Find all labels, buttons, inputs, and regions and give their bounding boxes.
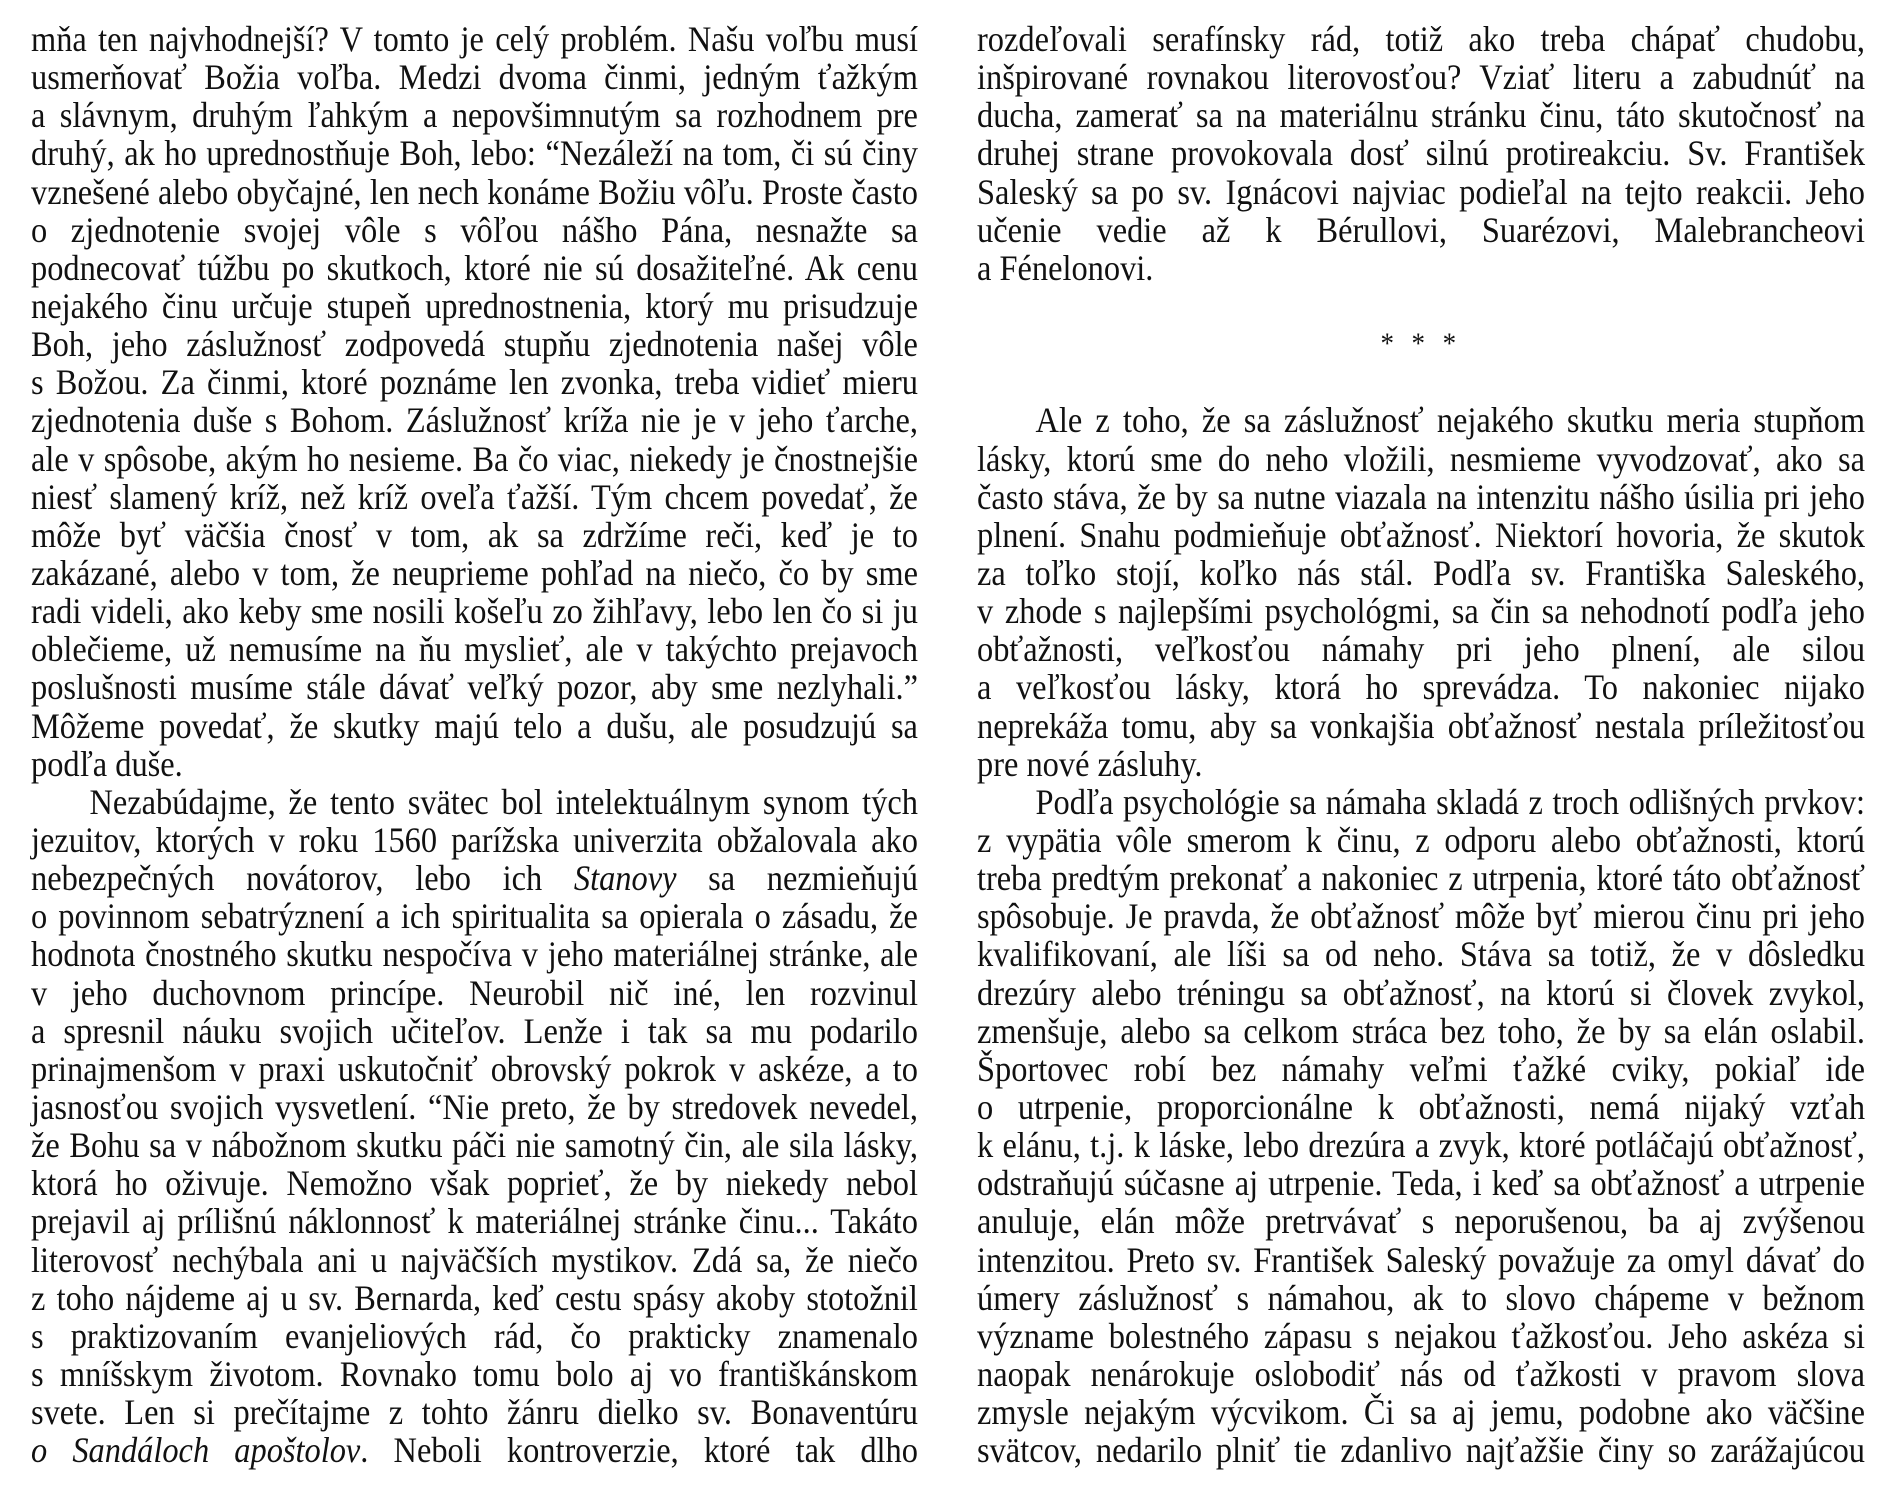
line-text [977, 668, 1865, 706]
line-text [977, 630, 1865, 668]
text-line [31, 707, 918, 745]
text-line [31, 554, 918, 592]
line-text [977, 58, 1865, 96]
text-run: drezúry alebo tréningu sa obťažnosť, na ktorú si človek zvykol, [977, 972, 1866, 1013]
text-line [31, 1202, 918, 1240]
line-text [977, 1126, 1865, 1164]
text-run: neprekáža tomu, aby sa vonkajšia obťažnosť nestala príležitosťou [977, 705, 1866, 746]
text-run: prinajmenšom v praxi uskutočniť obrovský pokrok v askéze, a to [31, 1048, 918, 1089]
text-line [31, 134, 918, 172]
text-run: Boh, jeho záslužnosť zodpovedá stupňu zjednotenia našej vôle [31, 324, 918, 365]
text-run: pre nové zásluhy. [977, 743, 1203, 784]
text-run: jasnosťou svojich vysvetlení. “Nie preto, že by stredovek nevedel, [31, 1086, 918, 1127]
text-run: zmenšuje, alebo sa celkom stráca bez toho, že by sa elán oslabil. [977, 1010, 1866, 1051]
line-text [31, 630, 918, 668]
line-text [977, 1431, 1865, 1469]
text-run: za toľko stojí, koľko nás stál. Podľa sv. Františka Saleského, [977, 552, 1866, 593]
line-text [31, 20, 918, 58]
text-run: Športovec robí bez námahy veľmi ťažké cviky, pokiaľ ide [977, 1048, 1866, 1089]
text-line [977, 20, 1865, 58]
text-run: a spresnil náuku svojich učiteľov. Lenže i tak sa mu podarilo [31, 1010, 918, 1051]
line-text [31, 1088, 918, 1126]
text-run: podnecovať túžbu po skutkoch, ktoré nie sú dosažiteľné. Ak cenu [31, 247, 918, 288]
text-line [977, 745, 1865, 783]
text-run: oblečieme, už nemusíme na ňu myslieť, ale v takýchto prejavoch [31, 629, 918, 670]
line-text [977, 478, 1865, 516]
text-line [31, 325, 918, 363]
text-line [31, 287, 918, 325]
text-run: o zjednotenie svojej vôle s vôľou nášho Pána, nesnažte sa [31, 209, 918, 250]
line-text [31, 592, 918, 630]
text-run: obťažnosti, veľkosťou námahy pri jeho plnení, ale silou [977, 629, 1866, 670]
text-line [977, 859, 1865, 897]
text-line [977, 134, 1865, 172]
text-line [977, 935, 1865, 973]
text-line [31, 668, 918, 706]
line-text [977, 1393, 1865, 1431]
line-text [31, 516, 918, 554]
line-text [977, 249, 1865, 287]
blank-line [977, 363, 1865, 401]
text-run: s praktizovaním evanjeliových rád, čo prakticky znamenalo [31, 1315, 918, 1356]
text-run: intenzitou. Preto sv. František Saleský považuje za omyl dávať do [977, 1239, 1866, 1280]
text-line [31, 440, 918, 478]
line-text [31, 1393, 918, 1431]
line-text [977, 783, 1865, 821]
text-line [31, 935, 918, 973]
text-line [31, 478, 918, 516]
text-line [977, 1202, 1865, 1240]
text-line [31, 1241, 918, 1279]
text-run: poslušnosti musíme stále dávať veľký pozor, aby sme nezlyhali.” [31, 667, 918, 708]
line-text [31, 249, 918, 287]
text-line [977, 974, 1865, 1012]
line-text [31, 783, 918, 821]
text-line [977, 440, 1865, 478]
text-line [31, 592, 918, 630]
line-text [977, 707, 1865, 745]
line-text [31, 1164, 918, 1202]
paragraph-first-line [31, 783, 918, 821]
text-line [31, 1164, 918, 1202]
line-text [31, 1279, 918, 1317]
text-line [977, 1355, 1865, 1393]
line-text [31, 287, 918, 325]
text-run: ale v spôsobe, akým ho nesieme. Ba čo viac, niekedy je čnostnejšie [31, 438, 918, 479]
text-run: ktorá ho oživuje. Nemožno však poprieť, že by niekedy nebol [31, 1163, 918, 1204]
text-run: treba predtým prekonať a nakoniec z utrpenia, ktoré táto obťažnosť [977, 858, 1866, 899]
text-line [977, 554, 1865, 592]
text-line [977, 1431, 1865, 1469]
line-text [31, 173, 918, 211]
text-line [977, 707, 1865, 745]
text-line [977, 897, 1865, 935]
text-line [977, 630, 1865, 668]
text-line [31, 1317, 918, 1355]
text-line [31, 897, 918, 935]
line-text [31, 96, 918, 134]
text-line [31, 249, 918, 287]
line-text [977, 935, 1865, 973]
line-text [31, 1012, 918, 1050]
text-run: v jeho duchovnom princípe. Neurobil nič iné, len rozvinul [31, 972, 918, 1013]
text-line [31, 821, 918, 859]
text-line [977, 478, 1865, 516]
text-line [31, 20, 918, 58]
text-run: o utrpenie, proporcionálne k obťažnosti, nemá nijaký vzťah [977, 1086, 1866, 1127]
text-run: naopak nenárokuje oslobodiť nás od ťažkosti v pravom slova [977, 1353, 1866, 1394]
text-run: a Fénelonovi. [977, 247, 1154, 288]
text-run: zjednotenia duše s Bohom. Záslužnosť kríža nie je v jeho ťarche, [31, 400, 918, 441]
text-run: úmery záslužnosť s námahou, ak to slovo chápeme v bežnom [977, 1277, 1866, 1318]
text-run: zakázané, alebo v tom, že neuprieme pohľad na niečo, čo by sme [31, 552, 918, 593]
text-run: Podľa psychológie sa námaha skladá z troch odlišných prvkov: [1035, 781, 1866, 822]
line-text [977, 897, 1865, 935]
text-run: nejakého činu určuje stupeň uprednostnenia, ktorý mu prisudzuje [31, 285, 918, 326]
text-line [977, 1279, 1865, 1317]
text-run: druhý, ak ho uprednostňuje Boh, lebo: “Nezáleží na tom, či sú činy [31, 133, 918, 174]
text-line [31, 1431, 918, 1469]
text-run: učenie vedie až k Bérullovi, Suarézovi, Malebrancheovi [977, 209, 1866, 250]
text-line [977, 1012, 1865, 1050]
italic-title: Stanovy [573, 858, 677, 899]
text-line [977, 516, 1865, 554]
text-run: vznešené alebo obyčajné, len nech konáme Božiu vôľu. Proste často [31, 171, 918, 212]
text-run: . Neboli kontroverzie, ktoré tak dlho [360, 1430, 918, 1471]
text-line [977, 211, 1865, 249]
text-run: sa nezmieňujú [676, 858, 918, 899]
text-line [977, 1393, 1865, 1431]
text-line [31, 58, 918, 96]
line-text [31, 1317, 918, 1355]
line-text [31, 668, 918, 706]
text-line [31, 401, 918, 439]
text-run: literovosť nechýbala ani u najväčších mystikov. Zdá sa, že niečo [31, 1239, 918, 1280]
line-text [31, 134, 918, 172]
text-column-right [977, 20, 1865, 1469]
text-run: niesť slamený kríž, než kríž oveľa ťažší. Tým chcem povedať, že [31, 476, 918, 517]
line-text [31, 707, 918, 745]
text-run: Môžeme povedať, že skutky majú telo a dušu, ale posudzujú sa [31, 705, 918, 746]
text-run: kvalifikovaní, ale líši sa od neho. Stáva sa totiž, že v dôsledku [977, 934, 1866, 975]
text-run: * * * [1380, 327, 1462, 361]
text-run: s Božou. Za činmi, ktoré poznáme len zvonka, treba vidieť mieru [31, 362, 918, 403]
text-run: môže byť väčšia čnosť v tom, ak sa zdržíme reči, keď je to [31, 514, 918, 555]
line-text [31, 974, 918, 1012]
text-line [977, 1126, 1865, 1164]
line-text [31, 1050, 918, 1088]
line-text [977, 554, 1865, 592]
line-text [977, 173, 1865, 211]
line-text [31, 1126, 918, 1164]
text-run: odstraňujú súčasne aj utrpenie. Teda, i keď sa obťažnosť a utrpenie [977, 1163, 1866, 1204]
text-line [31, 745, 918, 783]
text-run: nebezpečných novátorov, lebo ich [31, 858, 574, 899]
text-line [977, 592, 1865, 630]
line-text [31, 1431, 918, 1469]
text-line [31, 974, 918, 1012]
text-run: svätcov, nedarilo plniť tie zdanlivo najťažšie činy so zarážajúcou [977, 1430, 1866, 1471]
line-text [31, 211, 918, 249]
text-run: z toho nájdeme aj u sv. Bernarda, keď cestu spásy akoby stotožnil [31, 1277, 918, 1318]
text-line [977, 668, 1865, 706]
text-run: svete. Len si prečítajme z tohto žánru dielko sv. Bonaventúru [31, 1392, 918, 1433]
section-separator [977, 325, 1865, 363]
text-run: plnení. Snahu podmieňuje obťažnosť. Niektorí hovoria, že skutok [977, 514, 1866, 555]
italic-title: o Sandáloch apoštolov [31, 1430, 361, 1471]
line-text [977, 211, 1865, 249]
text-line [977, 1164, 1865, 1202]
text-run: usmerňovať Božia voľba. Medzi dvoma činmi, jedným ťažkým [31, 57, 918, 98]
text-line [31, 363, 918, 401]
text-line [977, 96, 1865, 134]
text-line [977, 1050, 1865, 1088]
line-text [31, 897, 918, 935]
line-text [31, 935, 918, 973]
paragraph-first-line [977, 783, 1865, 821]
line-text [977, 516, 1865, 554]
line-text [977, 1164, 1865, 1202]
line-text [977, 1050, 1865, 1088]
line-text [977, 859, 1865, 897]
line-text [977, 1012, 1865, 1050]
text-run: ducha, zamerať sa na materiálnu stránku činu, táto skutočnosť na [977, 95, 1866, 136]
text-line [977, 1317, 1865, 1355]
text-run: význame bolestného zápasu s nejakou ťažkosťou. Jeho askéza si [977, 1315, 1866, 1356]
text-run: o povinnom sebatrýznení a ich spiritualita sa opierala o zásadu, že [31, 896, 918, 937]
line-text [31, 1241, 918, 1279]
text-run: Nezabúdajme, že tento svätec bol intelektuálnym synom tých [89, 781, 918, 822]
line-text [31, 554, 918, 592]
text-run: často stáva, že by sa nutne viazala na intenzitu nášho úsilia pri jeho [977, 476, 1866, 517]
line-text [977, 440, 1865, 478]
text-line [31, 211, 918, 249]
text-line [977, 1241, 1865, 1279]
text-run: radi videli, ako keby sme nosili košeľu zo žihľavy, lebo len čo si ju [31, 591, 918, 632]
line-text [31, 440, 918, 478]
line-text [31, 478, 918, 516]
text-line [977, 173, 1865, 211]
text-line [31, 859, 918, 897]
text-run: zmysle nejakým výcvikom. Či sa aj jemu, podobne ako väčšine [977, 1392, 1866, 1433]
text-line [31, 1355, 918, 1393]
text-line [977, 1088, 1865, 1126]
line-text [977, 1202, 1865, 1240]
line-text [977, 1088, 1865, 1126]
text-line [977, 821, 1865, 859]
text-run: v zhode s najlepšími psychológmi, sa čin sa nehodnotí podľa jeho [977, 591, 1866, 632]
text-run: lásky, ktorú sme do neho vložili, nesmieme vyvodzovať, ako sa [977, 438, 1866, 479]
text-line [31, 1279, 918, 1317]
text-line [31, 1012, 918, 1050]
text-run: Saleský sa po sv. Ignácovi najviac podieľal na tejto reakcii. Jeho [977, 171, 1866, 212]
line-text [977, 20, 1865, 58]
text-run: podľa duše. [31, 743, 183, 784]
text-run: z vypätia vôle smerom k činu, z odporu alebo obťažnosti, ktorú [977, 819, 1866, 860]
text-run: inšpirované rovnakou literovosťou? Vziať literu a zabudnúť na [977, 57, 1866, 98]
text-line [31, 516, 918, 554]
line-text [31, 1202, 918, 1240]
line-text [977, 592, 1865, 630]
line-text [31, 1355, 918, 1393]
line-text [977, 401, 1865, 439]
text-run: a veľkosťou lásky, ktorá ho sprevádza. To nakoniec nijako [977, 667, 1866, 708]
text-run: s mníšskym životom. Rovnako tomu bolo aj vo františkánskom [31, 1353, 918, 1394]
line-text [977, 96, 1865, 134]
line-text [31, 821, 918, 859]
text-line [31, 630, 918, 668]
text-line [31, 1050, 918, 1088]
text-run: Ale z toho, že sa záslužnosť nejakého skutku meria stupňom [1035, 400, 1866, 441]
line-text [31, 859, 918, 897]
text-run: rozdeľovali serafínsky rád, totiž ako treba chápať chudobu, [977, 19, 1866, 59]
text-run: hodnota čnostného skutku nespočíva v jeho materiálnej stránke, ale [31, 934, 918, 975]
line-text [31, 58, 918, 96]
text-run: že Bohu sa v nábožnom skutku páči nie samotný čin, ale sila lásky, [31, 1125, 918, 1166]
text-line [31, 1126, 918, 1164]
line-text [31, 745, 918, 783]
text-run: druhej strane provokovala dosť silnú protireakciu. Sv. František [977, 133, 1866, 174]
text-run: a slávnym, druhým ľahkým a nepovšimnutým sa rozhodnem pre [31, 95, 918, 136]
line-text [977, 1317, 1865, 1355]
line-text [31, 401, 918, 439]
text-run: anuluje, elán môže pretrvávať s neporušenou, ba aj zvýšenou [977, 1201, 1866, 1242]
text-run: prejavil aj prílišnú náklonnosť k materiálnej stránke činu... Takáto [31, 1201, 918, 1242]
text-run: k elánu, t.j. k láske, lebo drezúra a zvyk, ktoré potláčajú obťažnosť, [977, 1125, 1866, 1166]
text-run: spôsobuje. Je pravda, že obťažnosť môže byť mierou činu pri jeho [977, 896, 1866, 937]
blank-line [977, 287, 1865, 325]
line-text [977, 325, 1865, 363]
text-line [31, 173, 918, 211]
line-text [977, 1279, 1865, 1317]
line-text [31, 363, 918, 401]
text-line [31, 1088, 918, 1126]
text-line [977, 249, 1865, 287]
paragraph-first-line [977, 401, 1865, 439]
text-run: mňa ten najvhodnejší? V tomto je celý problém. Našu voľbu musí [31, 19, 918, 59]
text-line [31, 96, 918, 134]
text-run: jezuitov, ktorých v roku 1560 parížska univerzita obžalovala ako [31, 819, 918, 860]
text-column-left [31, 20, 918, 1469]
text-line [977, 58, 1865, 96]
line-text [31, 325, 918, 363]
line-text [977, 745, 1865, 783]
line-text [977, 821, 1865, 859]
line-text [977, 974, 1865, 1012]
line-text [977, 1241, 1865, 1279]
line-text [977, 1355, 1865, 1393]
text-line [31, 1393, 918, 1431]
line-text [977, 134, 1865, 172]
